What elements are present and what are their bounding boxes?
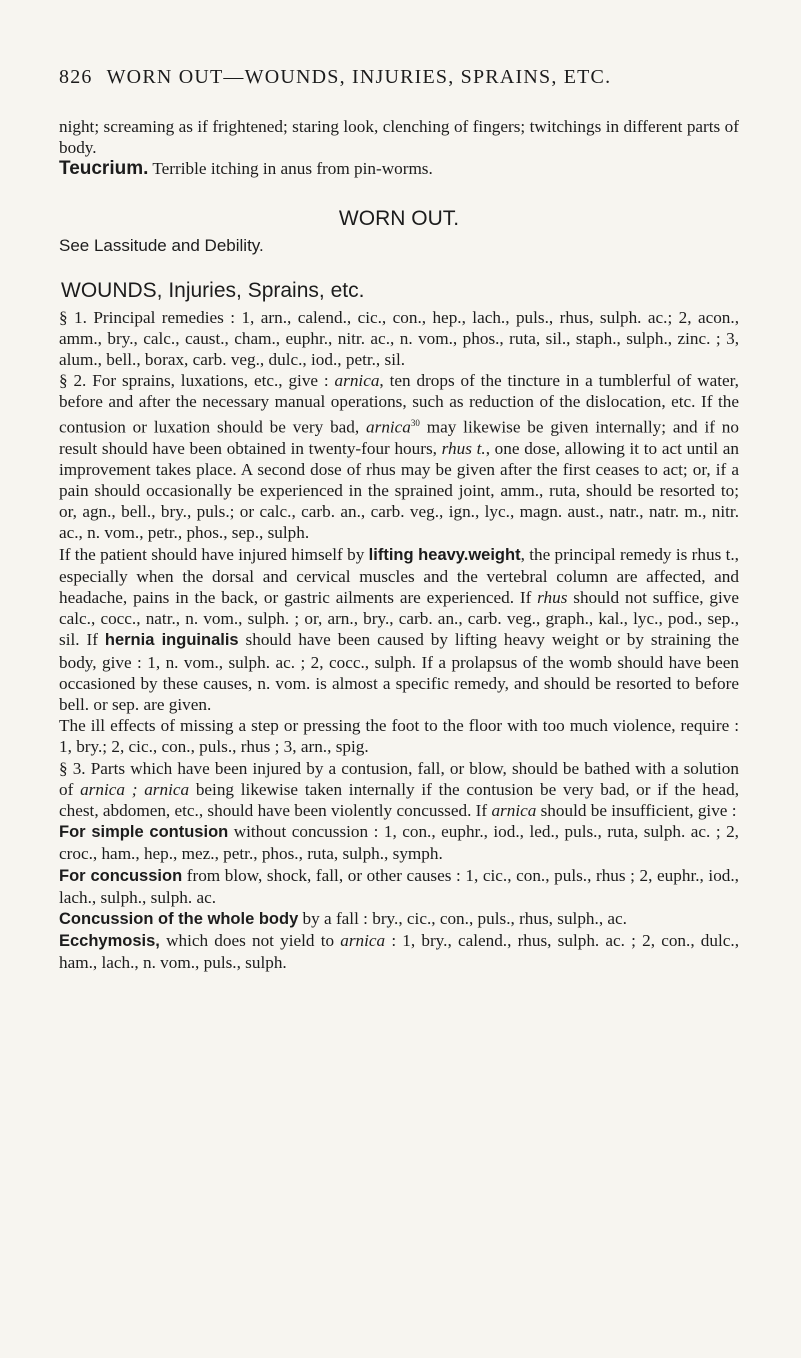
lifting-term: lifting heavy.weight — [368, 545, 521, 564]
simple-contusion-paragraph: For simple contusion without concussion : 1, con., euphr., iod., led., puls., ruta, sulph. ac. ; 2, croc., ham., hep., mez., petr., phos., ruta, sulph., symph. — [59, 822, 739, 864]
missing-step-paragraph: The ill effects of missing a step or pressing the foot to the floor with too much violence, require : 1, bry.; 2, cic., con., puls., rhus ; 3, arn., spig. — [59, 716, 739, 757]
whole-body-paragraph: Concussion of the whole body by a fall : bry., cic., con., puls., rhus, sulph., ac. — [59, 909, 627, 929]
concussion-paragraph: For concussion from blow, shock, fall, or other causes : 1, cic., con., puls., rhus ; 2, euphr., iod., lach., sulph., sulph. ac. — [59, 865, 739, 907]
page-number: 826 — [59, 66, 93, 88]
teucrium-label: Teucrium. — [59, 158, 149, 180]
lifting-paragraph: If the patient should have injured himself by lifting heavy.weight, the principal remedy is rhus t., especially when the dorsal and cervical muscles and the vertebral column are affected, and headache, pains in the back, or gastric ailments are experienced. If rhus should not suffice, give calc., cocc., natr., n. vom., sulph. ; or, arn., bry., carb. an., carb. veg., graph., kal., lyc., pod., sep., sil. If hernia inguinalis should have been caused by lifting heavy weight or by straining the body, give : 1, n. vom., sulph. ac. ; 2, cocc., sulph. If a prolapsus of the womb should have been occasioned by these causes, n. vom. is almost a specific remedy, and should be resorted to before bell. or sep. are given. — [59, 544, 739, 714]
section-2-paragraph: § 2. For sprains, luxations, etc., give : arnica, ten drops of the tincture in a tumblerful of water, before and after the necessary manual operations, such as reduction of the dislocation, etc. If the contusion or luxation should be very bad, arnica$^{30}$ may likewise be given internally; and if no result should have been obtained in twenty-four hours, rhus t., one dose, allowing it to act until an improvement takes place. A second dose of rhus may be given after the first ceases to act; or, if a pain should occasionally be experienced in the sprained joint, amm., ruta, should be resorted to; or, agn., bell., bry., puls.; or calc., carb. an., carb. veg., ign., lyc., magn. aust., natr., natr. m., nitr. ac., n. vom., petr., phos., sep., sulph. — [59, 371, 739, 543]
teucrium-text: Terrible itching in anus from pin-worms. — [148, 159, 433, 179]
running-header — [59, 66, 739, 89]
book-page — [59, 66, 739, 974]
intro-paragraph: night; screaming as if frightened; staring look, clenching of fingers; twitchings in different parts of body. — [59, 117, 739, 158]
ecchymosis-paragraph: Ecchymosis, which does not yield to arnica : 1, bry., calend., rhus, sulph. ac. ; 2, con., dulc., ham., lach., n. vom., puls., sulph. — [59, 931, 739, 973]
worn-out-see-reference: See Lassitude and Debility. — [59, 235, 264, 255]
section-3-paragraph: § 3. Parts which have been injured by a contusion, fall, or blow, should be bathed with a solution of arnica ; arnica being likewise taken internally if the contusion be very bad, or if the head, chest, abdomen, etc., should have been violently concussed. If arnica should be insufficient, give : — [59, 758, 739, 821]
wounds-heading: WOUNDS, Injuries, Sprains, etc. — [61, 278, 365, 302]
worn-out-heading: WORN OUT. — [338, 206, 460, 230]
teucrium-paragraph — [59, 158, 739, 179]
section-1-paragraph: § 1. Principal remedies : 1, arn., calend., cic., con., hep., lach., puls., rhus, sulph. ac.; 2, acon., amm., bry., calc., caust., cham., euphr., nitr. ac., n. vom., phos., ruta, sil., staph., sulph., zinc. ; 3, alum., bell., borax, carb. veg., dulc., iod., petr., sil. — [59, 307, 739, 370]
hernia-term: hernia inguinalis — [104, 631, 239, 650]
running-title: WORN OUT—WOUNDS, INJURIES, SPRAINS, ETC. — [106, 66, 612, 88]
